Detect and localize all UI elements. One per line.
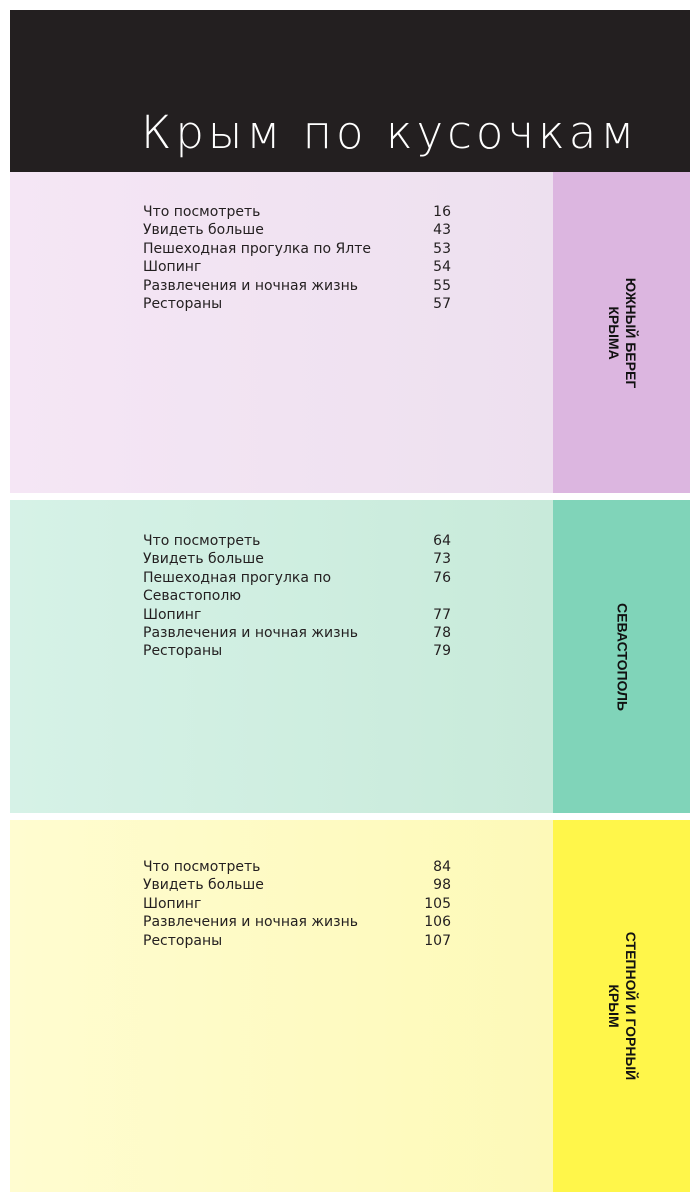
toc-entry[interactable] (143, 203, 451, 221)
toc-entry-page: 43 (433, 222, 451, 239)
toc-entry[interactable] (143, 532, 451, 550)
toc-entry-label: Что посмотреть (143, 859, 261, 875)
toc-entry[interactable] (143, 858, 451, 876)
toc-entry-page: 77 (433, 606, 451, 623)
tab-label-line: СТЕПНОЙ И ГОРНЫЙ (622, 931, 639, 1081)
toc-entry[interactable] (143, 240, 451, 258)
tab-label-line: КРЫМА (605, 305, 622, 360)
toc-entry-page: 54 (433, 259, 451, 276)
toc-entry-page: 78 (433, 625, 451, 642)
toc-entry-label: Рестораны (143, 932, 223, 949)
toc-entry-page: 106 (424, 914, 451, 931)
section-tab-label (605, 932, 639, 1080)
toc-list (143, 203, 451, 313)
section-sevastopol (10, 500, 690, 813)
toc-entry-page: 53 (433, 240, 451, 257)
toc-entry[interactable] (143, 642, 451, 660)
section-content (10, 500, 553, 813)
section-tab[interactable] (553, 500, 690, 813)
section-tab-label (613, 603, 630, 711)
toc-entry-label: Увидеть больше (143, 877, 264, 894)
toc-entry-page: 105 (424, 895, 451, 912)
section-steppe-mountain (10, 820, 690, 1192)
toc-entry[interactable] (143, 221, 451, 239)
toc-entry-page: 84 (433, 859, 451, 875)
toc-entry-label: Увидеть больше (143, 551, 264, 568)
toc-entry-label: Развлечения и ночная жизнь (143, 277, 358, 294)
toc-entry-page: 64 (433, 533, 451, 549)
toc-entry-page: 107 (424, 932, 451, 949)
toc-entry[interactable] (143, 624, 451, 642)
toc-entry[interactable] (143, 913, 451, 931)
section-content (10, 820, 553, 1192)
toc-entry-label: Шопинг (143, 259, 202, 276)
toc-entry[interactable] (143, 295, 451, 313)
toc-entry-page: 79 (433, 643, 451, 660)
toc-entry-page: 98 (433, 877, 451, 894)
section-tab-label (605, 277, 639, 388)
toc-entry[interactable] (143, 550, 451, 568)
section-south-coast (10, 172, 690, 493)
toc-entry-label: Что посмотреть (143, 204, 261, 220)
toc-entry[interactable] (143, 895, 451, 913)
toc-entry-label: Пешеходная прогулка по Ялте (143, 240, 371, 257)
toc-entry-page: 76 (433, 569, 451, 586)
tab-label-line: ЮЖНЫЙ БЕРЕГ (622, 277, 639, 388)
toc-entry[interactable] (143, 606, 451, 624)
toc-entry-label: Рестораны (143, 296, 223, 313)
section-tab[interactable] (553, 820, 690, 1192)
toc-entry-label: Развлечения и ночная жизнь (143, 914, 358, 931)
toc-entry-label: Пешеходная прогулка по Севастополю (143, 569, 332, 605)
toc-entry-page: 57 (433, 296, 451, 313)
header-band (10, 10, 690, 172)
toc-entry[interactable] (143, 258, 451, 276)
section-tab[interactable] (553, 172, 690, 493)
toc-entry[interactable] (143, 876, 451, 894)
toc-entry-page: 73 (433, 551, 451, 568)
toc-entry-page: 16 (433, 204, 451, 220)
toc-entry-label: Шопинг (143, 895, 202, 912)
tab-label-line: СЕВАСТОПОЛЬ (614, 602, 630, 711)
toc-entry-page: 55 (433, 277, 451, 294)
toc-entry-label: Что посмотреть (143, 533, 261, 549)
toc-entry[interactable] (143, 569, 451, 606)
toc-entry-label: Рестораны (143, 643, 223, 660)
page-title: Крым по кусочкам (141, 106, 639, 159)
tab-label-line: КРЫМ (605, 984, 622, 1028)
toc-entry-label: Шопинг (143, 606, 202, 623)
section-content (10, 172, 553, 493)
toc-list (143, 532, 451, 661)
toc-list (143, 858, 451, 950)
toc-entry[interactable] (143, 932, 451, 950)
toc-entry-label: Увидеть больше (143, 222, 264, 239)
toc-entry[interactable] (143, 277, 451, 295)
toc-entry-label: Развлечения и ночная жизнь (143, 625, 358, 642)
